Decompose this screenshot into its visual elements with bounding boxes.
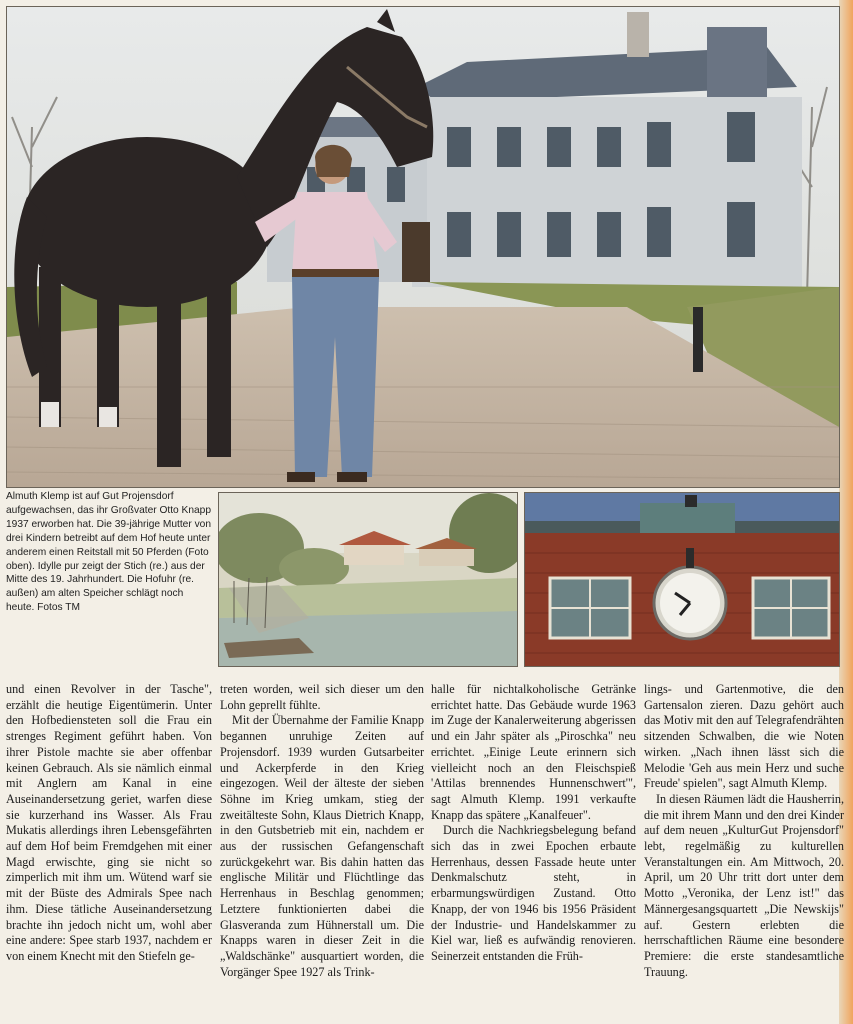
article-paragraph: lings- und Gartenmotive, die den Gartensalon zieren. Dazu gehört auch das Motiv mit den auf Telegrafendrähten sitzenden Schwalben, die wie Noten wirken. „Nach ihnen lässt sich die Melodie 'Geh aus mein Herz und suche Freude' spielen", sagt Almuth Klemp. <box>644 682 844 791</box>
article-column-4 <box>644 682 844 980</box>
photo-caption <box>6 490 212 615</box>
hero-photo-art <box>7 7 839 487</box>
hero-photo-horse-and-manor <box>6 6 840 488</box>
article-paragraph: und einen Revolver in der Tasche", erzählt die heutige Eigentümerin. Unter den Hofbediensteten soll die Frau ein strenges Regiment geführt haben. Von ihrer Pistole machte sie aber offenbar keinen Gebrauch. Als sie nämlich einmal mit Anglern am Kanal in eine Auseinandersetzung geriet, warfen diese sie kurzerhand ins Wasser. Als Frau Mukatis allerdings ihren Lebensgefährten auf dem Hof beim Fremdgehen mit einer Magd erwischte, ging sie nicht so zimperlich mit ihm um. Wütend warf sie mit der Büste des Admirals Spee nach ihm. Diese tätliche Auseinandersetzung brachte ihn jedoch nicht um, wohl aber eine andere: Spee starb 1937, nachdem er von einem Knecht mit den Stiefeln ge- <box>6 682 212 963</box>
clock-photo <box>524 492 840 667</box>
engraving-image <box>218 492 518 667</box>
article-paragraph: Mit der Übernahme der Familie Knapp begannen unruhige Zeiten auf Projensdorf. 1939 wurden Gutsarbeiter und Ackerpferde in den Krieg eingezogen. Weil der älteste der sieben Söhne im Krieg umkam, stieg der zweitälteste Sohn, Klaus Dietrich Knapp, in den Gutsbetrieb mit ein, nachdem er aus der russischen Gefangenschaft zurückgekehrt war. Bis dahin hatten das englische Militär und Flüchtlinge das Herrenhaus in Beschlag genommen; Letztere funktionierten dabei die Glasveranda zum Hühnerstall um. Die Knapps waren in dieser Zeit in die „Waldschänke" ausquartiert worden, die Vorgänger Spee 1927 als Trink- <box>220 713 424 979</box>
article-paragraph: Durch die Nachkriegsbelegung befand sich das in zwei Epochen erbaute Herrenhaus, dessen Fassade heute unter Denkmalschutz steht, in erbarmungswürdigen Zustand. Otto Knapp, der von 1946 bis 1956 Präsident der Industrie- und Handelskammer zu Kiel war, ließ es aufwändig renovieren. Seinerzeit entstanden die Früh- <box>431 823 636 963</box>
photo-caption-text: Almuth Klemp ist auf Gut Projensdorf aufgewachsen, das ihr Großvater Otto Knapp 1937 erworben hat. Die 39-jährige Mutter von drei Kindern betreibt auf dem Hof heute unter anderem einen Reitstall mit 50 Pferden (Foto oben). Idylle pur zeigt der Stich (re.) aus der Mitte des 19. Jahrhundert. Die Hofuhr (re. außen) am alten Speicher schlägt noch heute. <box>6 491 211 614</box>
clock-photo-art <box>525 493 839 666</box>
article-column-1 <box>6 682 212 965</box>
article-column-2 <box>220 682 424 980</box>
article-paragraph: treten worden, weil sich dieser um den Lohn geprellt fühlte. <box>220 682 424 712</box>
article-column-3 <box>431 682 636 965</box>
article-paragraph: In diesen Räumen lädt die Hausherrin, die mit ihrem Mann und den drei Kinder auf dem neuen „KulturGut Projensdorf" lebt, regelmäßig zu kulturellen Veranstaltungen ein. Am Mittwoch, 20. April, um 20 Uhr tritt dort unter dem Motto „Veronika, der Lenz ist!" das Männergesangsquartett „Die Newskijs" auf. Gestern erlebten die herrschaftlichen Räume eine besondere Premiere: die erste standesamtliche Trauung. <box>644 791 844 979</box>
engraving-art <box>219 493 517 666</box>
photo-credit: Fotos TM <box>37 602 81 614</box>
article-paragraph: halle für nichtalkoholische Getränke errichtet hatte. Das Gebäude wurde 1963 im Zuge der Kanalerweiterung abgerissen und ein Jahr später als „Piroschka" neu errichtet. „Einige Leute erinnern sich vielleicht noch an den Fleischspieß 'Attilas brennendes Hunnenschwert'", sagt Almuth Klemp. 1991 verkaufte Knapp das spätere „Kanalfeuer". <box>431 682 636 822</box>
